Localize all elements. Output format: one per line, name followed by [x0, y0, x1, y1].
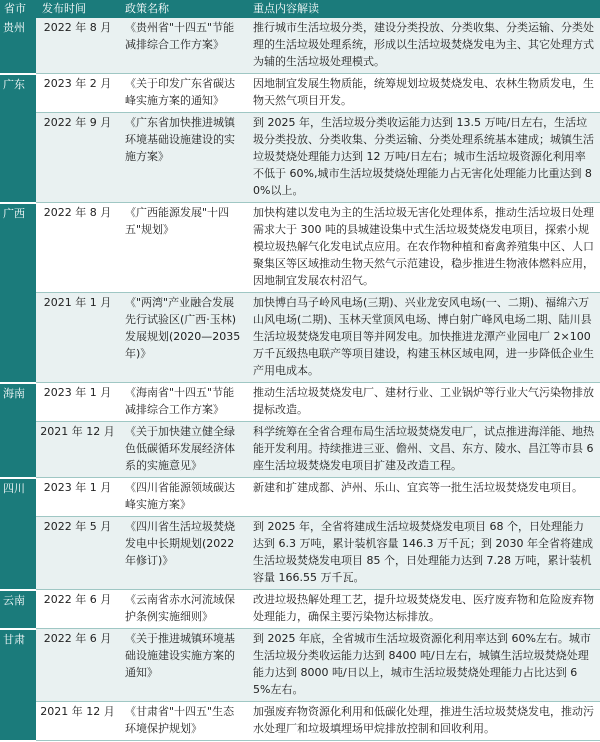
table-row: [0, 113, 600, 203]
policy-cell: 《广西能源发展"十四五"规划》: [119, 203, 247, 293]
table-body: [0, 18, 600, 741]
header-row: [0, 0, 600, 18]
table-row: [0, 383, 600, 422]
table-row: [0, 203, 600, 293]
content-cell: 到 2025 年，全省将建成生活垃圾焚烧发电项目 68 个，日处理能力达到 6.3 万吨，累计装机容量 146.3 万千瓦；到 2030 年全省将建成生活垃圾焚烧发电项目 85 个，日处理能力达到 7.28 万吨，累计装机容量 166.55 万千瓦。: [247, 517, 600, 590]
content-cell: 到 2025 年底，全省城市生活垃圾资源化利用率达到 60%左右。城市生活垃圾分类收运能力达到 8400 吨/日左右，城镇生活垃圾焚烧处理能力达到 8000 吨/日以上，城市生活垃圾焚烧处理能力占比达到 65%左右。: [247, 629, 600, 702]
table-header: [0, 0, 600, 18]
policy-cell: 《四川省生活垃圾焚烧发电中长期规划(2022 年修订)》: [119, 517, 247, 590]
date-cell: 2023 年 2 月: [36, 74, 119, 113]
policy-cell: 《甘肃省"十四五"生态环境保护规划》: [119, 702, 247, 741]
table-row: [0, 478, 600, 517]
date-cell: 2022 年 5 月: [36, 517, 119, 590]
content-cell: 推动生活垃圾焚烧发电厂、建材行业、工业锅炉等行业大气污染物排放提标改造。: [247, 383, 600, 422]
policy-cell: 《广东省加快推进城镇环境基础设施建设的实施方案》: [119, 113, 247, 203]
date-cell: 2021 年 12 月: [36, 702, 119, 741]
date-cell: 2022 年 6 月: [36, 590, 119, 629]
content-cell: 加快博白马子岭风电场(三期)、兴业龙安风电场(一、二期)、福绵六万山风电场(二期)、玉林天堂顶风电场、博白射广峰风电场二期、陆川县生活垃圾焚烧发电项目等并网发电。加快推进龙潭产业园电厂 2×100 万千瓦级热电联产等项目建设，构建玉林区域电网，进一步降低企业生产用电成本。: [247, 293, 600, 383]
province-cell: 甘肃: [0, 629, 36, 741]
table-row: [0, 293, 600, 383]
date-cell: 2023 年 1 月: [36, 383, 119, 422]
content-cell: 加强废弃物资源化利用和低碳化处理，推进生活垃圾焚烧发电，推动污水处理厂和垃圾填埋场甲烷排放控制和回收利用。: [247, 702, 600, 741]
content-cell: 改进垃圾热解处理工艺，提升垃圾焚烧发电、医疗废弃物和危险废弃物处理能力，确保主要污染物达标排放。: [247, 590, 600, 629]
date-cell: 2022 年 8 月: [36, 18, 119, 74]
content-cell: 因地制宜发展生物质能，统筹规划垃圾焚烧发电、农林生物质发电，生物天然气项目开发。: [247, 74, 600, 113]
header-policy: 政策名称: [119, 0, 247, 18]
table-row: [0, 74, 600, 113]
table-row: [0, 590, 600, 629]
date-cell: 2022 年 9 月: [36, 113, 119, 203]
province-cell: 广西: [0, 203, 36, 383]
header-province: 省市: [0, 0, 36, 18]
table-row: [0, 629, 600, 702]
province-cell: 四川: [0, 478, 36, 590]
date-cell: 2022 年 6 月: [36, 629, 119, 702]
policy-cell: 《四川省能源领域碳达峰实施方案》: [119, 478, 247, 517]
date-cell: 2022 年 8 月: [36, 203, 119, 293]
content-cell: 加快构建以发电为主的生活垃圾无害化处理体系，推动生活垃圾日处理需求大于 300 吨的县城建设集中式生活垃圾焚烧发电项目，探索小规模垃圾热解气化发电试点应用。在农作物种植和畜禽养殖集中区、人口聚集区等区域推动生物天然气示范建设，稳步推进生物液体燃料应用，因地制宜发展农村沼气。: [247, 203, 600, 293]
province-cell: 海南: [0, 383, 36, 478]
date-cell: 2021 年 12 月: [36, 422, 119, 478]
table-row: [0, 422, 600, 478]
province-cell: 云南: [0, 590, 36, 629]
policy-cell: 《海南省"十四五"节能减排综合工作方案》: [119, 383, 247, 422]
province-cell: 贵州: [0, 18, 36, 74]
policy-cell: 《贵州省"十四五"节能减排综合工作方案》: [119, 18, 247, 74]
province-cell: 广东: [0, 74, 36, 203]
policy-cell: 《关于加快建立健全绿色低碳循环发展经济体系的实施意见》: [119, 422, 247, 478]
content-cell: 科学统筹在全省合理布局生活垃圾焚烧发电厂，试点推进海洋能、地热能开发利用。持续推进三亚、儋州、文昌、东方、陵水、昌江等市县 6 座生活垃圾焚烧发电项目扩建及改造工程。: [247, 422, 600, 478]
policy-cell: 《云南省赤水河流域保护条例实施细则》: [119, 590, 247, 629]
policy-cell: 《关于推进城镇环境基础设施建设实施方案的通知》: [119, 629, 247, 702]
content-cell: 推行城市生活垃圾分类，建设分类投放、分类收集、分类运输、分类处理的生活垃圾处理系统，形成以生活垃圾焚烧发电为主、其它处理方式为辅的生活垃圾处理模式。: [247, 18, 600, 74]
content-cell: 新建和扩建成都、泸州、乐山、宜宾等一批生活垃圾焚烧发电项目。: [247, 478, 600, 517]
table-row: [0, 517, 600, 590]
policy-cell: 《关于印发广东省碳达峰实施方案的通知》: [119, 74, 247, 113]
policy-cell: 《"两湾"产业融合发展先行试验区(广西·玉林)发展规划(2020—2035 年)》: [119, 293, 247, 383]
header-date: 发布时间: [36, 0, 119, 18]
table-row: [0, 702, 600, 741]
header-content: 重点内容解读: [247, 0, 600, 18]
date-cell: 2023 年 1 月: [36, 478, 119, 517]
date-cell: 2021 年 1 月: [36, 293, 119, 383]
table-row: [0, 18, 600, 74]
content-cell: 到 2025 年，生活垃圾分类收运能力达到 13.5 万吨/日左右，生活垃圾分类投放、分类收集、分类运输、分类处理系统基本建成；城镇生活垃圾焚烧处理能力达到 12 万吨/日左右；城市生活垃圾资源化利用率不低于 60%,城市生活垃圾焚烧处理能力占无害化处理能力比重达到 80%以上。: [247, 113, 600, 203]
